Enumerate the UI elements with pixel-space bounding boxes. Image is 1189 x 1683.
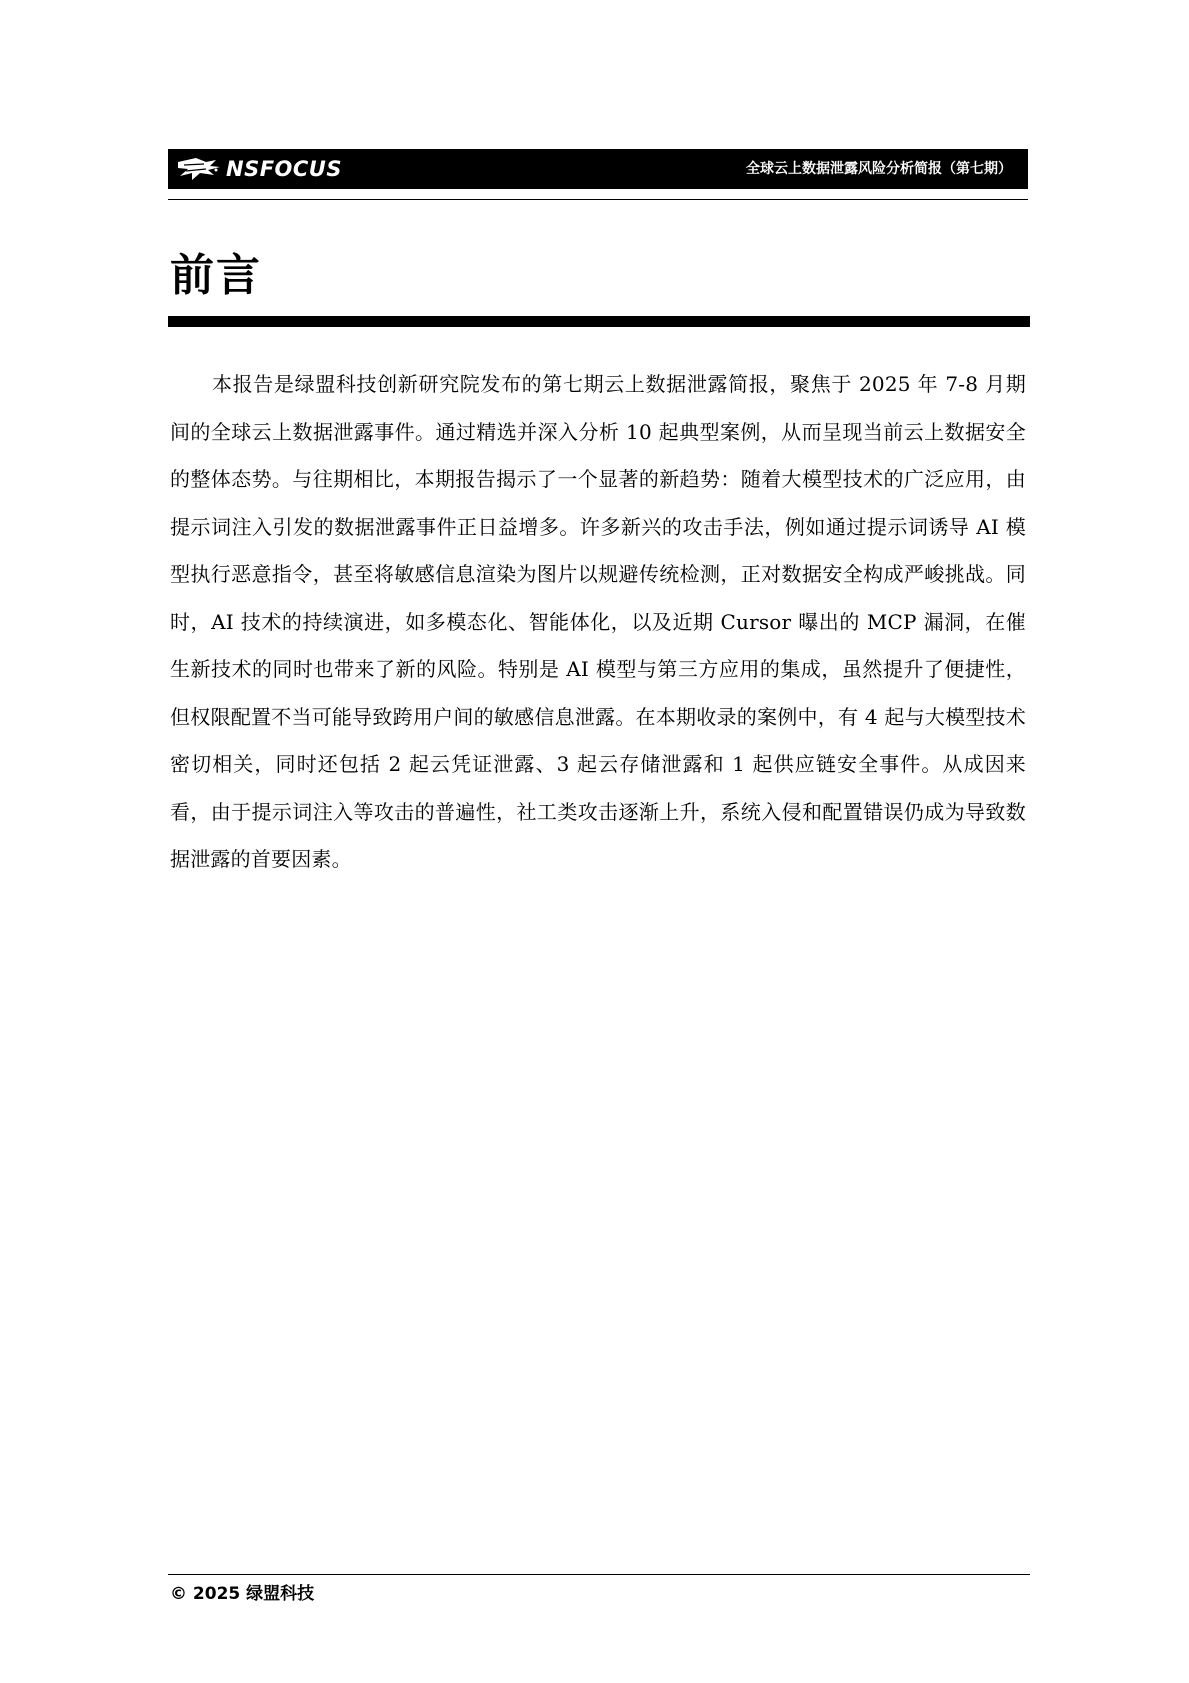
header-divider xyxy=(168,199,1028,200)
page-header xyxy=(168,149,1028,189)
logo-text: NSFOCUS xyxy=(226,157,342,181)
nsfocus-eagle-logo-icon xyxy=(176,154,222,184)
report-title: 全球云上数据泄露风险分析简报（第七期） xyxy=(746,161,1012,177)
preface-paragraph: 本报告是绿盟科技创新研究院发布的第七期云上数据泄露简报，聚焦于 2025 年 7-8 月期间的全球云上数据泄露事件。通过精选并深入分析 10 起典型案例，从而呈现当前云上数据安全的整体态势。与往期相比，本期报告揭示了一个显著的新趋势：随着大模型技术的广泛应用，由提示词注入引发的数据泄露事件正日益增多。许多新兴的攻击手法，例如通过提示词诱导 AI 模型执行恶意指令，甚至将敏感信息渲染为图片以规避传统检测，正对数据安全构成严峻挑战。同时，AI 技术的持续演进，如多模态化、智能体化，以及近期 Cursor 曝出的 MCP 漏洞，在催生新技术的同时也带来了新的风险。特别是 AI 模型与第三方应用的集成，虽然提升了便捷性，但权限配置不当可能导致跨用户间的敏感信息泄露。在本期收录的案例中，有 4 起与大模型技术密切相关，同时还包括 2 起云凭证泄露、3 起云存储泄露和 1 起供应链安全事件。从成因来看，由于提示词注入等攻击的普遍性，社工类攻击逐渐上升，系统入侵和配置错误仍成为导致数据泄露的首要因素。 xyxy=(170,372,1026,871)
title-divider xyxy=(168,316,1030,327)
footer-divider xyxy=(168,1574,1030,1575)
page-title: 前言 xyxy=(170,250,262,301)
footer-copyright: © 2025 绿盟科技 xyxy=(170,1584,315,1604)
nsfocus-logo xyxy=(176,153,342,185)
